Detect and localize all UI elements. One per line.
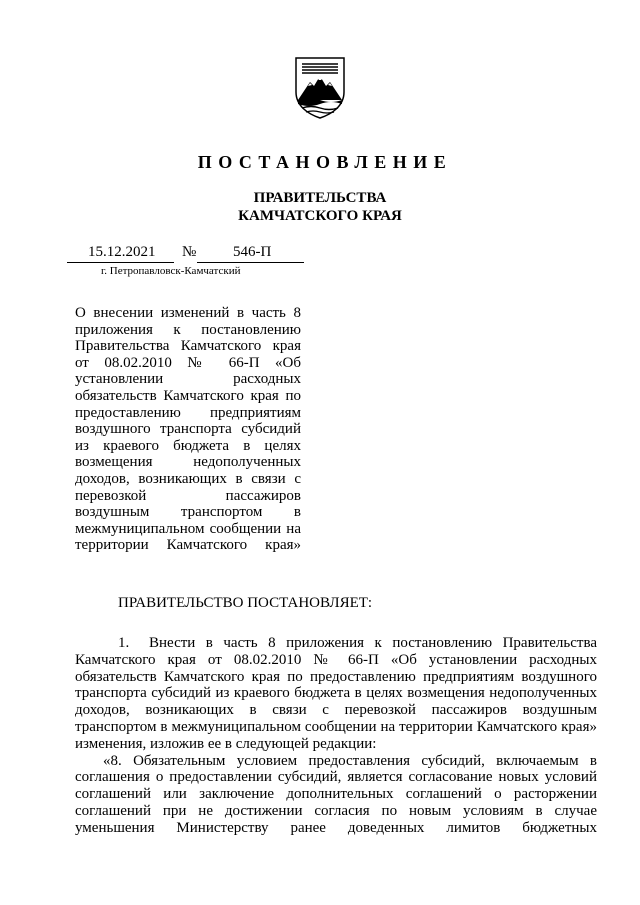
document-date: 15.12.2021 [88, 244, 156, 260]
issuer-line-2: КАМЧАТСКОГО КРАЯ [238, 208, 402, 224]
document-body [75, 635, 597, 837]
issuer-line-1: ПРАВИТЕЛЬСТВА [253, 190, 387, 206]
document-type-title: ПОСТАНОВЛЕНИЕ [197, 152, 453, 172]
document-number: 546-П [233, 244, 272, 260]
document-subject: О внесении изменений в часть 8 приложения к постановлению Правительства Камчатского края от 08.02.2010 № 66-П «Об установлении расходных обязательств Камчатского края по предоставлению предприятиям воздушного транспорта субсидий из краевого бюджета в целях возмещения недополученных доходов, возникающих в связи с перевозкой пассажиров воздушным транспортом в межмуниципальном сообщении на территории Камчатского края» [75, 305, 301, 554]
coat-of-arms-icon [292, 56, 348, 120]
paragraph-1-marker: 1. [118, 635, 130, 651]
date-underline [67, 262, 174, 263]
paragraph-1-text: Внести в часть 8 приложения к постановлению Правительства Камчатского края от 08.02.2010 № 66-П «Об установлении расходных обязательств Камчатского края по предоставлению предприятиям воздушного транспорта субсидий из краевого бюджета в целях возмещения недополученных доходов, возникающих в связи с перевозкой пассажиров воздушным транспортом в межмуниципальном сообщении на территории Камчатского края» изменения, изложив ее в следующей редакции: [75, 635, 597, 752]
city-line: г. Петропавловск-Камчатский [101, 265, 241, 277]
paragraph-1 [75, 635, 597, 753]
number-underline [197, 262, 304, 263]
resolves-heading: ПРАВИТЕЛЬСТВО ПОСТАНОВЛЯЕТ: [118, 595, 373, 611]
number-sign: № [182, 244, 197, 260]
paragraph-2: «8. Обязательным условием предоставления субсидий, включаемым в соглашения о предоставлении субсидий, является согласование новых условий соглашений или заключение дополнительных соглашений о расторжении соглашений при не достижении согласия по новым условиям в случае уменьшения Министерству ранее доведенных лимитов бюджетных [75, 752, 597, 836]
